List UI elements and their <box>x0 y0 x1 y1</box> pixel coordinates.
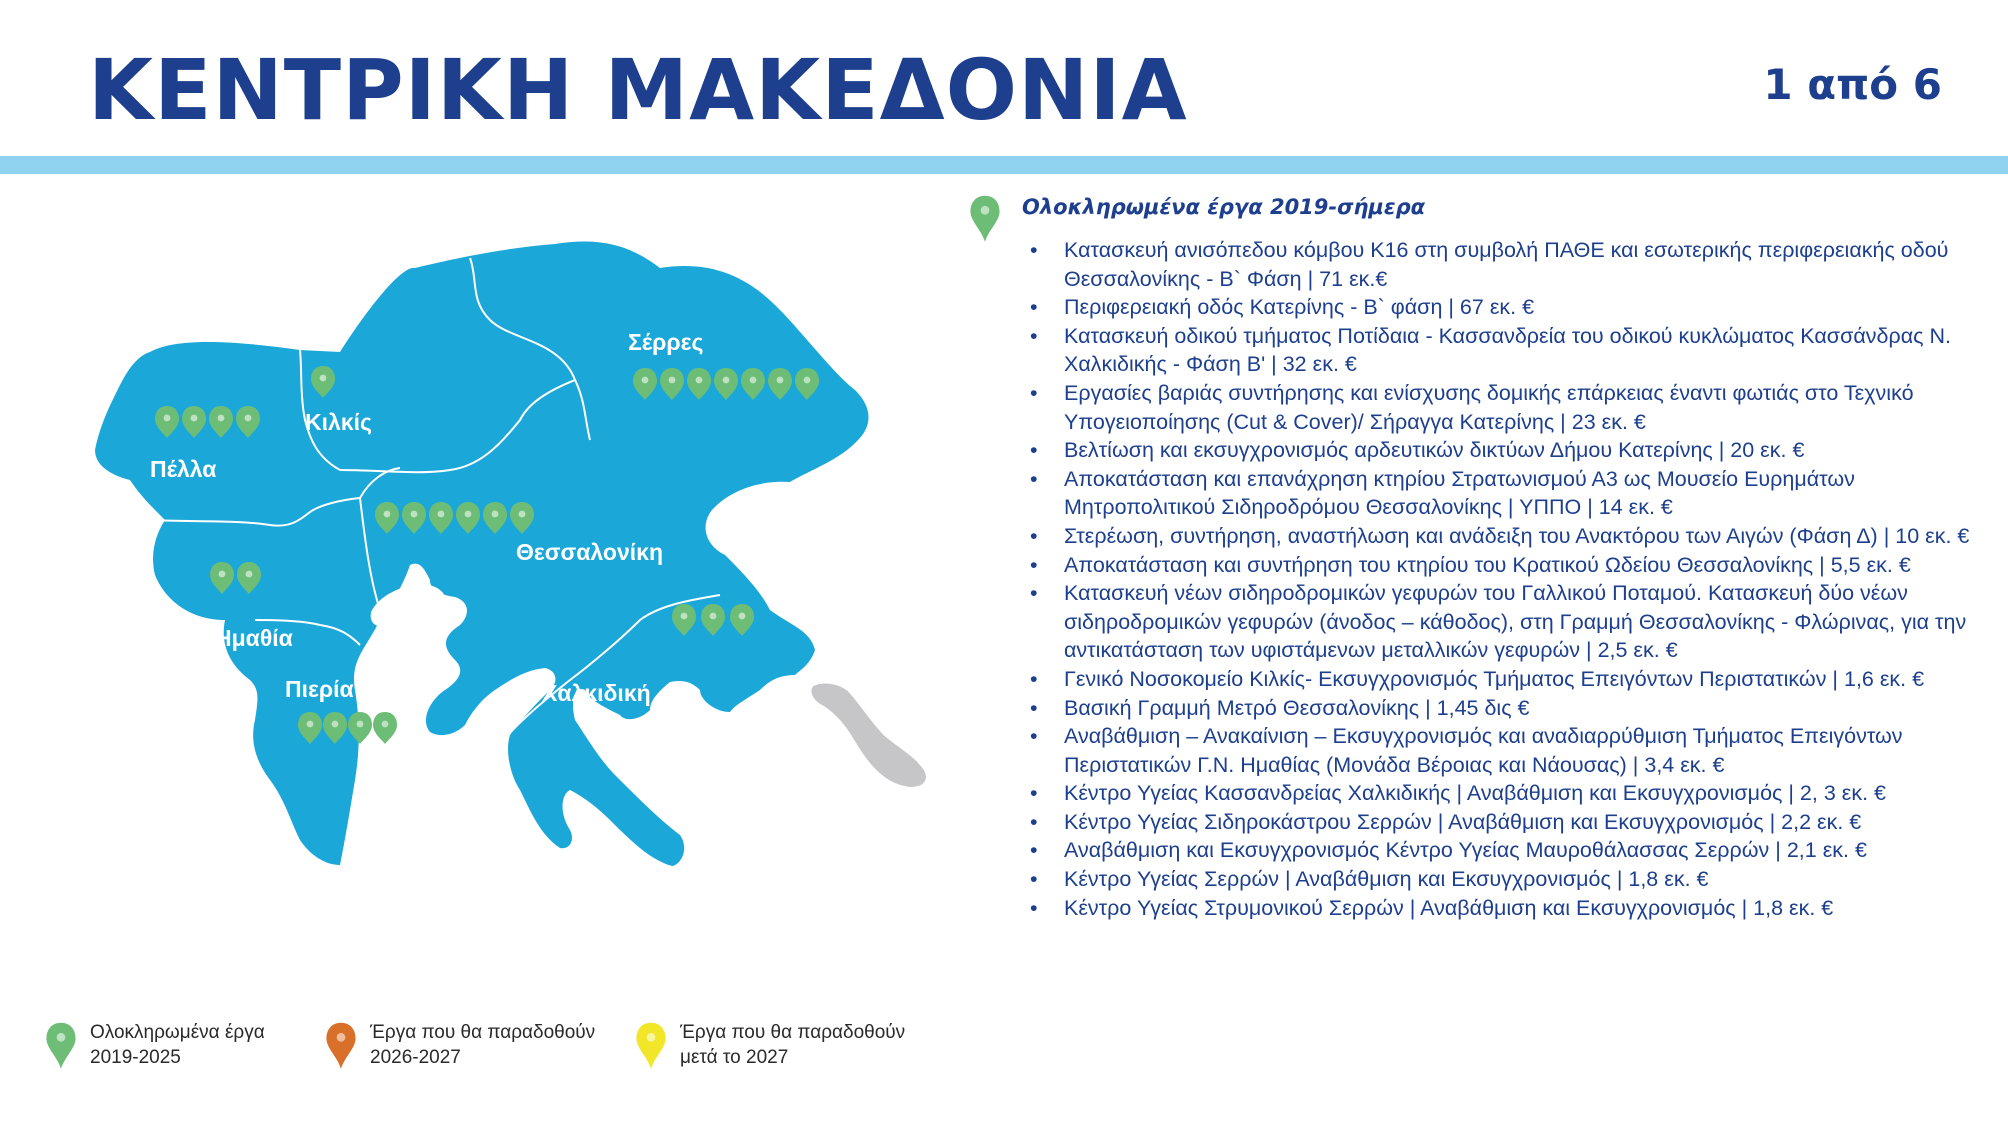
region-map <box>0 174 960 894</box>
project-item: • Αναβάθμιση και Εκσυγχρονισμός Κέντρο Υγείας Μαυροθάλασσας Σερρών | 2,1 εκ. € <box>1028 836 1978 865</box>
legend-text <box>90 1020 265 1070</box>
legend-line: μετά το 2027 <box>680 1047 789 1068</box>
central-macedonia-shape <box>95 242 869 866</box>
map-area <box>0 174 960 1114</box>
legend-line: 2026-2027 <box>370 1047 461 1068</box>
project-item: • Γενικό Νοσοκομείο Κιλκίς- Εκσυγχρονισμός Τμήματος Επειγόντων Περιστατικών | 1,6 εκ. € <box>1028 665 1978 694</box>
completed-projects-panel <box>968 188 1978 922</box>
legend-item-completed <box>44 1020 265 1074</box>
region-label-imathia: Ημαθία <box>215 625 293 651</box>
project-item: • Στερέωση, συντήρηση, αναστήλωση και ανάδειξη του Ανακτόρου των Αιγών (Φάση Δ) | 10 εκ. € <box>1028 522 1978 551</box>
project-list <box>1028 236 1978 922</box>
green-pin-icon <box>44 1020 78 1074</box>
project-item: • Κέντρο Υγείας Κασσανδρείας Χαλκιδικής | Αναβάθμιση και Εκσυγχρονισμός | 2, 3 εκ. € <box>1028 779 1978 808</box>
project-item: • Αναβάθμιση – Ανακαίνιση – Εκσυγχρονισμός και αναδιαρρύθμιση Τμήματος Επειγόντων Περιστατικών Γ.Ν. Ημαθίας (Μονάδα Βέροιας και Νάουσας) | 3,4 εκ. € <box>1028 722 1978 779</box>
region-label-kilkis: Κιλκίς <box>305 409 372 435</box>
legend-item-after-2027 <box>634 1020 905 1074</box>
region-label-pella: Πέλλα <box>150 456 217 482</box>
page-counter: 1 από 6 <box>1763 60 1942 109</box>
green-pin-icon <box>968 192 1002 248</box>
project-item: • Βελτίωση και εκσυγχρονισμός αρδευτικών δικτύων Δήμου Κατερίνης | 20 εκ. € <box>1028 436 1978 465</box>
project-item: • Κέντρο Υγείας Σιδηροκάστρου Σερρών | Αναβάθμιση και Εκσυγχρονισμός | 2,2 εκ. € <box>1028 808 1978 837</box>
page-title: ΚΕΝΤΡΙΚΗ ΜΑΚΕΔΟΝΙΑ <box>88 41 1188 139</box>
region-label-serres: Σέρρες <box>628 329 704 355</box>
project-item: • Κατασκευή νέων σιδηροδρομικών γεφυρών του Γαλλικού Ποταμού. Κατασκευή δύο νέων σιδηροδρομικών γεφυρών (άνοδος – κάθοδος), στη Γραμμή Θεσσαλονίκης - Φλώρινας, για την αντικατάσταση των υφιστάμενων μεταλλικών γεφυρών | 2,5 εκ. € <box>1028 579 1978 665</box>
projects-title: Ολοκληρωμένα έργα 2019-σήμερα <box>1022 195 1426 219</box>
project-item: • Κατασκευή οδικού τμήματος Ποτίδαια - Κασσανδρεία του οδικού κυκλώματος Κασσάνδρας Ν. Χαλκιδικής - Φάση Β' | 32 εκ. € <box>1028 322 1978 379</box>
green-pin-icon <box>373 712 397 744</box>
project-item: • Αποκατάσταση και επανάχρηση κτηρίου Στρατωνισμού Α3 ως Μουσείο Ευρημάτων Μητροπολιτικού Σιδηροδρόμου Θεσσαλονίκης | ΥΠΠΟ | 14 εκ. € <box>1028 465 1978 522</box>
legend-line: Έργα που θα παραδοθούν <box>680 1022 906 1043</box>
project-item: • Κατασκευή ανισόπεδου κόμβου Κ16 στη συμβολή ΠΑΘΕ και εσωτερικής περιφερειακής οδού Θεσσαλονίκης - Β` Φάση | 71 εκ.€ <box>1028 236 1978 293</box>
map-legend <box>44 1020 944 1110</box>
project-item: • Εργασίες βαριάς συντήρησης και ενίσχυσης δομικής επάρκειας έναντι φωτιάς στο Τεχνικό Υπογειοποίησης (Cut & Cover)/ Σήραγγα Κατερίνης | 23 εκ. € <box>1028 379 1978 436</box>
project-item: • Περιφερειακή οδός Κατερίνης - Β` φάση | 67 εκ. € <box>1028 293 1978 322</box>
legend-text <box>370 1020 595 1070</box>
legend-line: Έργα που θα παραδοθούν <box>370 1022 596 1043</box>
orange-pin-icon <box>324 1020 358 1074</box>
header-band <box>0 156 2008 174</box>
region-label-thessaloniki: Θεσσαλονίκη <box>516 539 664 565</box>
legend-line: Ολοκληρωμένα έργα <box>90 1022 265 1043</box>
region-label-pieria: Πιερία <box>285 676 354 702</box>
legend-item-2026-2027 <box>324 1020 595 1074</box>
region-label-chalkidiki: Χαλκιδική <box>542 680 651 706</box>
yellow-pin-icon <box>634 1020 668 1074</box>
project-item: • Κέντρο Υγείας Σερρών | Αναβάθμιση και Εκσυγχρονισμός | 1,8 εκ. € <box>1028 865 1978 894</box>
legend-line: 2019-2025 <box>90 1047 181 1068</box>
mount-athos <box>810 683 926 788</box>
project-item: • Κέντρο Υγείας Στρυμονικού Σερρών | Αναβάθμιση και Εκσυγχρονισμός | 1,8 εκ. € <box>1028 894 1978 923</box>
legend-text <box>680 1020 905 1070</box>
project-item: • Βασική Γραμμή Μετρό Θεσσαλονίκης | 1,45 δις € <box>1028 694 1978 723</box>
project-item: • Αποκατάσταση και συντήρηση του κτηρίου του Κρατικού Ωδείου Θεσσαλονίκης | 5,5 εκ. € <box>1028 551 1978 580</box>
pin-group-chalkidiki <box>672 604 754 636</box>
